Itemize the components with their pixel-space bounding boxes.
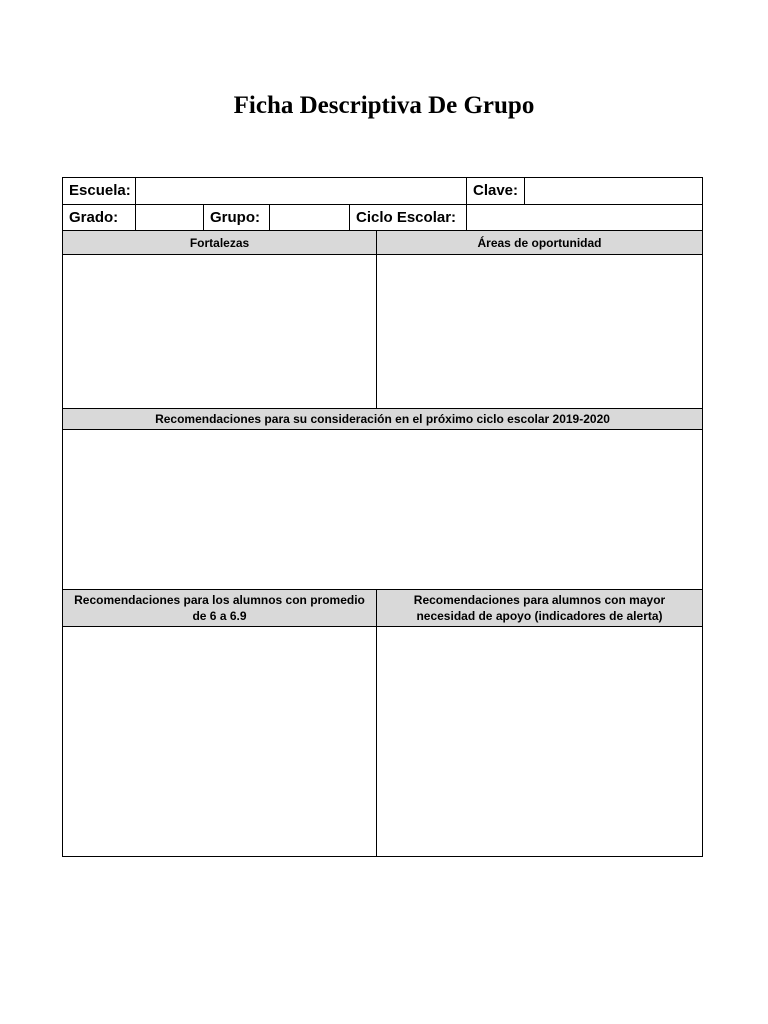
areas-header: Áreas de oportunidad bbox=[377, 231, 702, 255]
grupo-label: Grupo: bbox=[204, 205, 270, 231]
areas-box bbox=[377, 255, 702, 409]
apoyo-box bbox=[377, 627, 702, 856]
page-title: Ficha Descriptiva De Grupo bbox=[233, 92, 535, 119]
grado-cell bbox=[136, 205, 204, 231]
grupo-cell bbox=[270, 205, 350, 231]
clave-input[interactable] bbox=[525, 178, 702, 204]
ciclo-label: Ciclo Escolar: bbox=[350, 205, 467, 231]
grado-label: Grado: bbox=[63, 205, 136, 231]
recomendaciones-box bbox=[63, 430, 702, 590]
apoyo-header: Recomendaciones para alumnos con mayor necesidad de apoyo (indicadores de alerta) bbox=[377, 590, 702, 627]
fortalezas-textarea[interactable] bbox=[63, 255, 376, 408]
promedio-header: Recomendaciones para los alumnos con promedio de 6 a 6.9 bbox=[63, 590, 377, 627]
apoyo-textarea[interactable] bbox=[377, 627, 702, 856]
escuela-input[interactable] bbox=[136, 178, 466, 204]
promedio-textarea[interactable] bbox=[63, 627, 376, 856]
grado-input[interactable] bbox=[136, 205, 203, 230]
fortalezas-box bbox=[63, 255, 377, 409]
promedio-box bbox=[63, 627, 377, 856]
clave-label: Clave: bbox=[467, 178, 525, 205]
recomendaciones-textarea[interactable] bbox=[63, 430, 702, 589]
escuela-cell bbox=[136, 178, 467, 205]
ciclo-cell bbox=[467, 205, 702, 231]
recomendaciones-header: Recomendaciones para su consideración en el próximo ciclo escolar 2019-2020 bbox=[63, 409, 702, 430]
areas-textarea[interactable] bbox=[377, 255, 702, 408]
ciclo-input[interactable] bbox=[467, 205, 702, 230]
grupo-input[interactable] bbox=[270, 205, 349, 230]
group-form bbox=[62, 177, 703, 857]
fortalezas-header: Fortalezas bbox=[63, 231, 377, 255]
clave-cell bbox=[525, 178, 702, 205]
escuela-label: Escuela: bbox=[63, 178, 136, 205]
